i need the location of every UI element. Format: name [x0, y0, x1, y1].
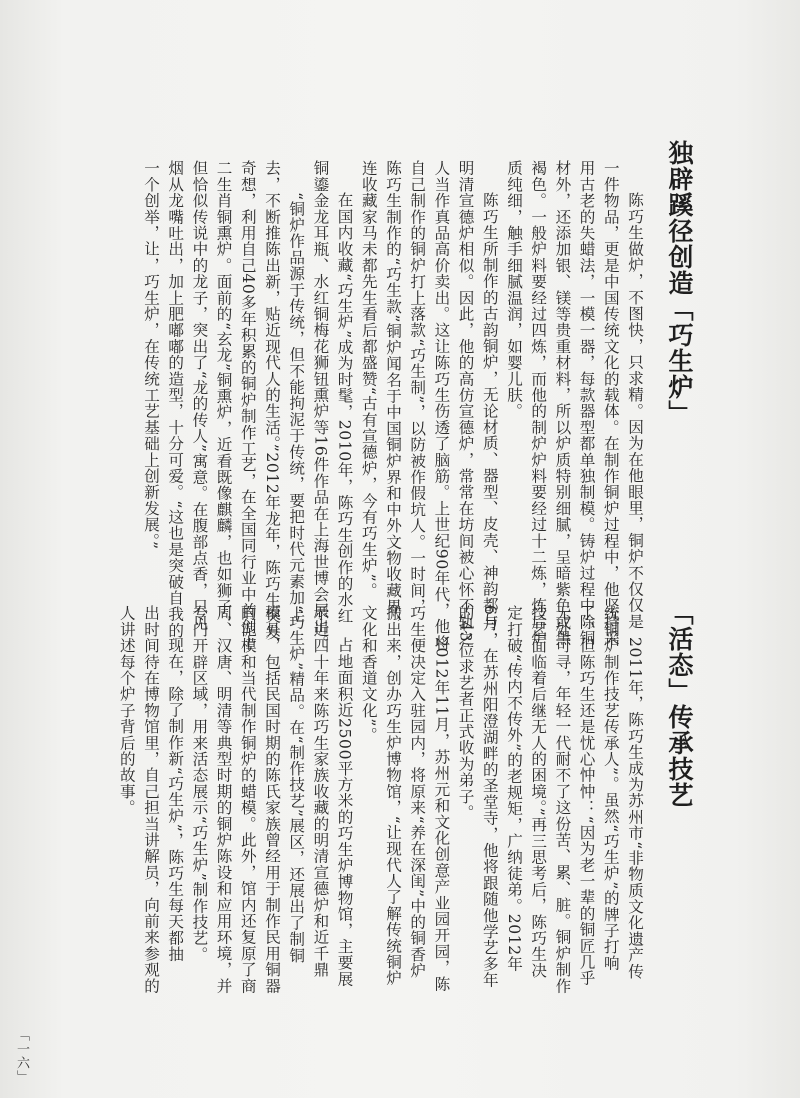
section-heading-2: 「活态」传承技艺 [665, 600, 694, 808]
text-column: 质纯细，触手细腻温润，如婴儿肤。 [505, 160, 523, 420]
text-column: 人讲述每个炉子背后的故事。 [117, 605, 136, 816]
text-column: 陈巧生做炉，不图快，只求精。因为在他眼里，铜炉不仅仅是 [626, 192, 644, 630]
page-number-text: 一六 [14, 1042, 29, 1070]
text-column: 的泥模和当代制作铜炉的蜡模。此外，馆内还复原了商 [238, 605, 257, 994]
text-column: 褐色。一般炉料要经过四炼，而他的制炉炉料要经过十二炼，炼后炉 [529, 160, 548, 646]
section-heading-1: 独辟蹊径创造「巧生炉」 [665, 140, 694, 426]
text-column: 明清宣德炉相似。因此，他的高仿宣德炉，常常在坊间被心怀不轨之 [456, 160, 475, 646]
page-number-bracket-open: 「 [14, 1028, 29, 1042]
text-column: 示近四十年来陈巧生家族收藏的明清宣德炉和近千鼎 [311, 605, 330, 978]
text-column: 陈巧生制作的“巧生款”铜炉闻名于中国铜炉界和中外文物收藏界， [384, 160, 402, 631]
text-column: 巧生便决定入驻园内，将原来“养在深闺”中的铜香炉 [408, 605, 427, 979]
text-column: 搬出来，创办巧生炉博物馆，“让现代人了解传统铜炉 [384, 605, 402, 987]
text-column: 定打破“传内不传外”的老规矩，广纳徒弟。2012年 [505, 605, 523, 973]
text-column: 烟从龙嘴吐出，加上肥嘟嘟的造型，十分可爱。“这也是突破自我的 [166, 160, 185, 639]
page-number-bracket-close: 」 [14, 1070, 29, 1084]
text-column: 2011年，陈巧生成为苏州市“非物质文化遗产传 [626, 637, 644, 980]
text-column: 在国内收藏“巧生炉”成为时髦，2010年，陈巧生创作的水红 [335, 192, 354, 624]
text-column: 用古老的失蜡法，一模一器，每款器型都单独制模。铸炉过程中除铜 [577, 160, 596, 646]
text-column: 一件物品，更是中国传统文化的载体。在制作铜炉过程中，他坚持采 [601, 160, 620, 646]
text-column: 现在，除了制作新“巧生炉”，陈巧生每天都抽 [166, 637, 185, 962]
text-column: 一个创举，让，巧生炉，在传统工艺基础上创新发展。” [142, 160, 160, 550]
text-column: 铜鎏金龙耳瓶、水红铜梅花狮钮熏炉等16件作品在上海世博会展出。 [311, 160, 330, 651]
text-column: 占地面积近2500平方米的巧生炉博物馆，主要展 [335, 637, 354, 987]
text-column: 无处可寻，年轻一代耐不了这份苦、累、脏。铜炉制作 [553, 605, 572, 994]
page-number [12, 1028, 31, 1084]
text-column: 6月，在苏州阳澄湖畔的圣堂寺，他将跟随他学艺多年 [480, 605, 499, 989]
text-column: 去，不断推陈出新，贴近现代人的生活。”2012年龙年，陈巧生突发 [263, 160, 281, 641]
text-column: 文化和香道文化”。 [359, 605, 378, 744]
text-column: 材外，还添加银、镁等贵重材料，所以炉质特别细腻，呈暗紫色或黑 [553, 160, 572, 646]
text-column: 2012年11月，苏州元和文化创意产业园开园，陈 [432, 637, 451, 992]
text-column: 自己制作的铜炉打上落款“巧生制”，以防被作假坑人。一时间， [408, 160, 427, 615]
text-column: “铜炉作品源于传统，但不能拘泥于传统，要把时代元素加上 [287, 192, 306, 622]
text-column: 但恰似传说中的龙子，突出了“龙的传人”寓意。在腹部点香，只见 [190, 160, 209, 631]
text-column: 统铜炉制作技艺传承人”。虽然“巧生炉”的牌子打响 [601, 605, 620, 971]
text-column: 二生肖铜熏炉。面前的“玄龙”铜熏炉，近看既像麒麟，也如狮子， [214, 160, 233, 631]
text-column: 人当作真品高价卖出。这让陈巧生伤透了脑筋。上世纪90年代，他将 [432, 160, 451, 651]
text-column: 了，但陈巧生还是忧心忡忡：“因为老一辈的铜匠几乎 [577, 605, 596, 987]
text-column: 专门开辟区域，用来活态展示“巧生炉”制作技艺。 [190, 605, 209, 963]
text-column: 出时间待在博物馆里，自己担当讲解员，向前来参观的 [142, 605, 160, 994]
text-column: 技艺面临着后继无人的困境。”再三思考后，陈巧生决 [529, 605, 548, 979]
text-column: 的43位求艺者正式收为弟子。 [456, 605, 475, 821]
text-column: 模具，包括民国时期的陈氏家族曾经用于制作民用铜器 [263, 605, 281, 994]
text-column: “巧生炉”精品。在“制作技艺”展区，还展出了制铜 [287, 605, 306, 964]
text-column: 奇想，利用自己40多年积累的铜炉制作工艺，在全国同行业中首创十 [238, 160, 257, 651]
text-column: 陈巧生所制作的古韵铜炉，无论材质、器型、皮壳、神韵都与 [480, 192, 499, 630]
text-column: 周、汉唐、明清等典型时期的铜炉陈设和应用环境，并 [214, 605, 233, 994]
text-column: 连收藏家马未都先生看后都盛赞“古有宣德炉，今有巧生炉”。 [359, 160, 378, 599]
